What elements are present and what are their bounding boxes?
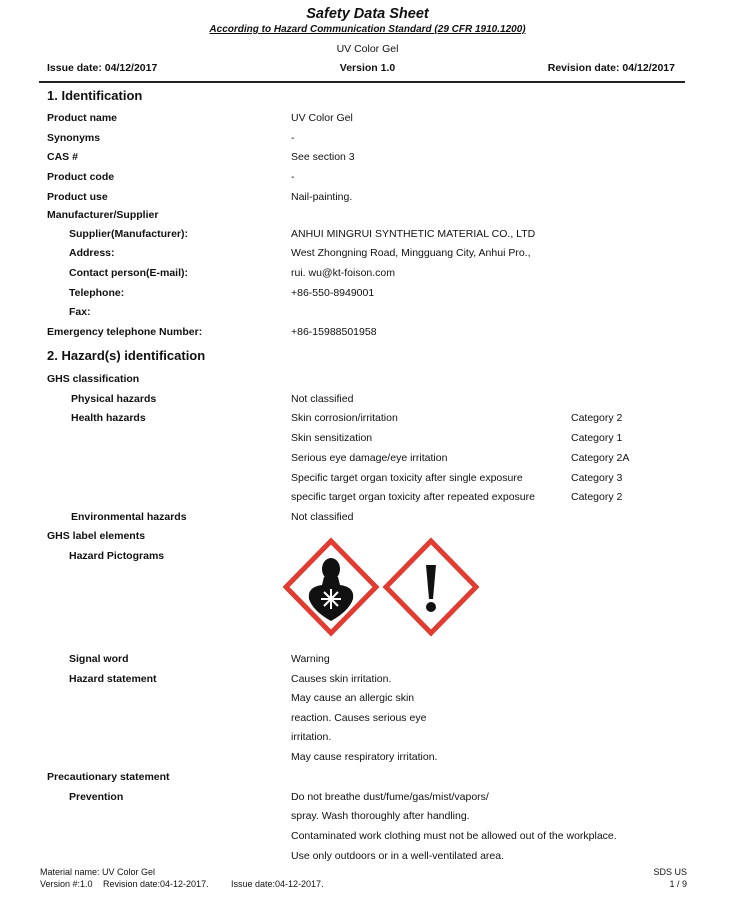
health-hazard-category: Category 1 (571, 432, 623, 444)
document-subtitle: According to Hazard Communication Standard (29 CFR 1910.1200) (209, 24, 526, 35)
health-hazard-name: specific target organ toxicity after repeated exposure (291, 491, 535, 503)
page-number: 1 / 9 (669, 879, 687, 889)
value-supplier: ANHUI MINGRUI SYNTHETIC MATERIAL CO., LTD (291, 228, 536, 240)
health-hazard-category: Category 2 (571, 412, 623, 424)
label-supplier: Supplier(Manufacturer): (69, 228, 189, 240)
section-1-heading: 1. Identification (47, 88, 143, 103)
label-product-name: Product name (47, 112, 118, 124)
value-product-code: - (291, 171, 295, 183)
label-environmental-hazards: Environmental hazards (71, 511, 187, 523)
section-2-heading: 2. Hazard(s) identification (47, 348, 206, 363)
value-contact: rui. wu@kt-foison.com (291, 267, 396, 279)
footer-version: Version #:1.0 (40, 879, 93, 889)
value-cas: See section 3 (291, 151, 355, 163)
hazard-pictograms (283, 537, 483, 639)
footer-issue: Issue date:04-12-2017. (231, 879, 324, 889)
label-synonyms: Synonyms (47, 132, 101, 144)
document-title: Safety Data Sheet (306, 6, 429, 22)
label-product-use: Product use (47, 191, 108, 203)
footer-revision: Revision date:04-12-2017. (103, 879, 209, 889)
label-fax: Fax: (69, 306, 91, 318)
footer-material: Material name: UV Color Gel (40, 867, 156, 877)
label-prevention: Prevention (69, 791, 124, 803)
prevention-line: Contaminated work clothing must not be allowed out of the workplace. (291, 830, 617, 842)
health-hazard-name: Skin sensitization (291, 432, 373, 444)
hazard-statement-line: May cause an allergic skin (291, 692, 415, 704)
label-signal-word: Signal word (69, 653, 129, 665)
label-emergency: Emergency telephone Number: (47, 326, 203, 338)
revision-date: Revision date: 04/12/2017 (547, 62, 675, 74)
health-hazard-category: Category 3 (571, 472, 623, 484)
label-physical-hazards: Physical hazards (71, 393, 157, 405)
value-synonyms: - (291, 132, 295, 144)
health-hazard-category: Category 2 (571, 491, 623, 503)
exclamation-mark-icon (386, 541, 476, 633)
label-product-code: Product code (47, 171, 115, 183)
hazard-statement-line: May cause respiratory irritation. (291, 751, 438, 763)
hazard-statement-line: irritation. (291, 731, 332, 743)
version: Version 1.0 (339, 62, 396, 74)
health-hazard-category: Category 2A (571, 452, 630, 464)
label-address: Address: (69, 247, 115, 259)
health-hazard-name: Serious eye damage/eye irritation (291, 452, 448, 464)
label-manufacturer: Manufacturer/Supplier (47, 209, 159, 221)
prevention-line: Use only outdoors or in a well-ventilated area. (291, 850, 505, 862)
header-divider (39, 81, 685, 83)
prevention-line: Do not breathe dust/fume/gas/mist/vapors/ (291, 791, 489, 803)
value-product-name: UV Color Gel (291, 112, 353, 124)
label-ghs-label-elements: GHS label elements (47, 530, 146, 542)
hazard-statement-line: Causes skin irritation. (291, 673, 392, 685)
value-address: West Zhongning Road, Mingguang City, Anhui Pro., (291, 247, 531, 259)
prevention-line: spray. Wash thoroughly after handling. (291, 810, 470, 822)
label-precautionary-statement: Precautionary statement (47, 771, 170, 783)
label-hazard-pictograms: Hazard Pictograms (69, 550, 165, 562)
value-telephone: +86-550-8949001 (291, 287, 375, 299)
health-hazard-icon (286, 541, 376, 633)
label-hazard-statement: Hazard statement (69, 673, 157, 685)
value-product-use: Nail-painting. (291, 191, 353, 203)
value-emergency: +86-15988501958 (291, 326, 377, 338)
health-hazard-name: Specific target organ toxicity after single exposure (291, 472, 523, 484)
label-health-hazards: Health hazards (71, 412, 146, 424)
header-product: UV Color Gel (336, 43, 399, 55)
health-hazard-name: Skin corrosion/irritation (291, 412, 398, 424)
issue-date: Issue date: 04/12/2017 (47, 62, 158, 74)
footer-sds: SDS US (653, 867, 687, 877)
label-ghs-classification: GHS classification (47, 373, 140, 385)
value-environmental-hazards: Not classified (291, 511, 354, 523)
label-contact: Contact person(E-mail): (69, 267, 189, 279)
value-signal-word: Warning (291, 653, 330, 665)
label-telephone: Telephone: (69, 287, 125, 299)
value-physical-hazards: Not classified (291, 393, 354, 405)
hazard-statement-line: reaction. Causes serious eye (291, 712, 427, 724)
label-cas: CAS # (47, 151, 78, 163)
